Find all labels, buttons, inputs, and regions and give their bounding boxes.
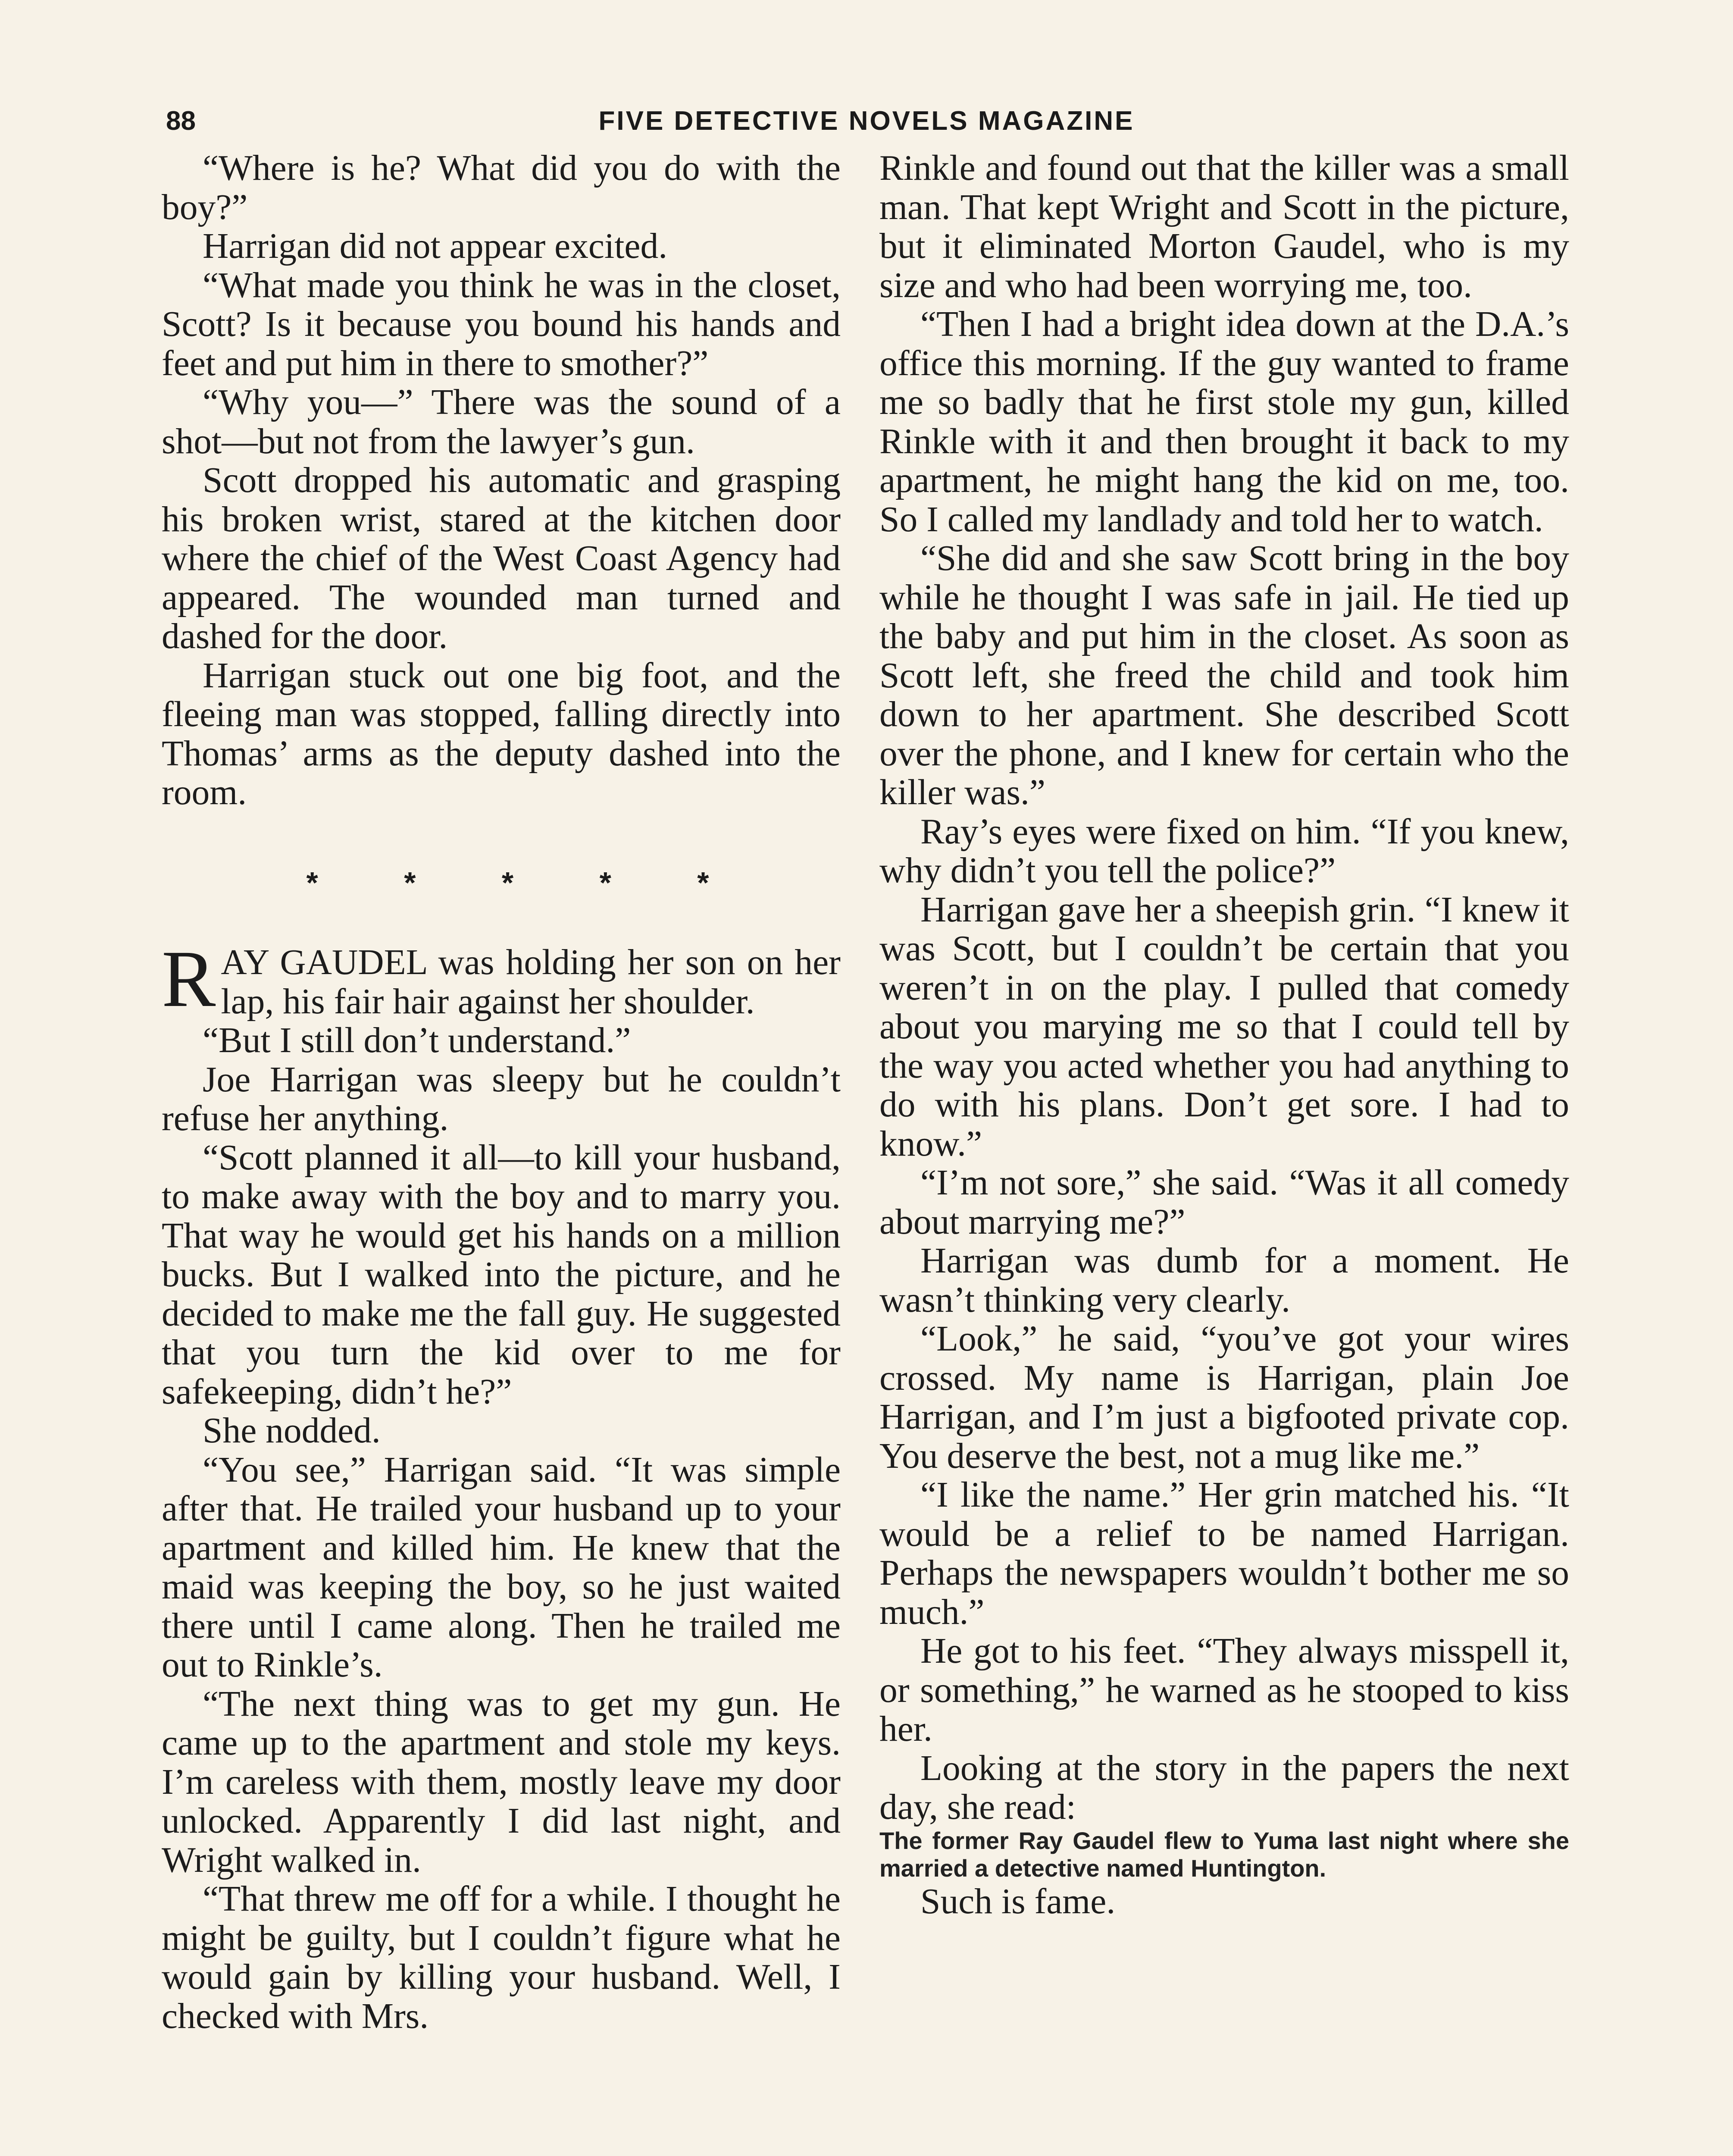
- left-column: [162, 149, 841, 2036]
- paragraph: Joe Harrigan was sleepy but he couldn’t refuse her anything.: [162, 1059, 841, 1138]
- paragraph: Harrigan stuck out one big foot, and the fleeing man was stopped, falling directly into Thomas’ arms as the deputy dashed into the room.: [162, 655, 841, 812]
- continued-paragraph: Rinkle and found out that the killer was a small man. That kept Wright and Scott in the picture, but it eliminated Morton Gaudel, who is my size and who had been worrying me, too.: [879, 148, 1569, 305]
- section-break: * * * * *: [306, 865, 748, 899]
- right-column: [879, 149, 1569, 1921]
- paragraph: “She did and she saw Scott bring in the boy while he thought I was safe in jail. He tied up the baby and put him in the closet. As soon as Scott left, she freed the child and took him down to her apartment. She described Scott over the phone, and I knew for certain who the killer was.”: [879, 539, 1569, 812]
- page-header: [166, 106, 1567, 144]
- magazine-title: FIVE DETECTIVE NOVELS MAGAZINE: [598, 106, 1135, 136]
- paragraph: “The next thing was to get my gun. He came up to the apartment and stole my keys. I’m careless with them, mostly leave my door unlocked. Apparently I did last night, and Wright walked in.: [162, 1684, 841, 1880]
- paragraph: “Then I had a bright idea down at the D.A.’s office this morning. If the guy wanted to frame me so badly that he first stole my gun, killed Rinkle with it and then brought it back to my apartment, he might hang the kid on me, too. So I called my landlady and told her to watch.: [879, 304, 1569, 539]
- drop-cap: R: [162, 934, 216, 1024]
- page-number: 88: [166, 106, 196, 136]
- paragraph: “I’m not sore,” she said. “Was it all comedy about marrying me?”: [879, 1163, 1569, 1242]
- dropcap-paragraph-text: AY GAUDEL was holding her son on her lap, his fair hair against her shoulder.: [221, 943, 841, 1022]
- paragraph: Ray’s eyes were fixed on him. “If you knew, why didn’t you tell the police?”: [879, 812, 1569, 890]
- paragraph: Harrigan gave her a sheepish grin. “I knew it was Scott, but I couldn’t be certain that you weren’t in on the play. I pulled that comedy about you marying me so that I could tell by the way you acted whether you had anything to do with his plans. Don’t get sore. I had to know.”: [879, 890, 1569, 1164]
- paragraph: Scott dropped his automatic and grasping his broken wrist, stared at the kitchen door where the chief of the West Coast Agency had appeared. The wounded man turned and dashed for the door.: [162, 461, 841, 656]
- paragraph: “What made you think he was in the closet, Scott? Is it because you bound his hands and feet and put him in there to smother?”: [162, 265, 841, 383]
- closing-line: Such is fame.: [920, 1881, 1116, 1921]
- paragraph: Harrigan was dumb for a moment. He wasn’t thinking very clearly.: [879, 1241, 1569, 1320]
- paragraph: “But I still don’t understand.”: [203, 1021, 631, 1060]
- dropcap-paragraph: [162, 934, 841, 1024]
- paragraph: “That threw me off for a while. I thought he might be guilty, but I couldn’t figure what he would gain by killing your husband. Well, I checked with Mrs.: [162, 1879, 841, 2036]
- newspaper-clipping: The former Ray Gaudel flew to Yuma last night where she married a detective named Huntington.: [879, 1827, 1569, 1882]
- paragraph: Harrigan did not appear excited.: [203, 226, 668, 266]
- paragraph: “Where is he? What did you do with the boy?”: [162, 148, 841, 227]
- paragraph: “Scott planned it all—to kill your husband, to make away with the boy and to marry you. That way he would get his hands on a million bucks. But I walked into the picture, and he decided to make me the fall guy. He suggested that you turn the kid over to me for safekeeping, didn’t he?”: [162, 1138, 841, 1412]
- paragraph: “I like the name.” Her grin matched his. “It would be a relief to be named Harrigan. Perhaps the newspapers wouldn’t bother me so much.”: [879, 1475, 1569, 1632]
- paragraph: He got to his feet. “They always misspell it, or something,” he warned as he stooped to kiss her.: [879, 1631, 1569, 1749]
- paragraph: “Why you—” There was the sound of a shot—but not from the lawyer’s gun.: [162, 382, 841, 461]
- paragraph: Looking at the story in the papers the next day, she read:: [879, 1748, 1569, 1827]
- paragraph: “Look,” he said, “you’ve got your wires crossed. My name is Harrigan, plain Joe Harrigan, and I’m just a bigfooted private cop. You deserve the best, not a mug like me.”: [879, 1319, 1569, 1476]
- paragraph: She nodded.: [203, 1411, 381, 1451]
- paragraph: “You see,” Harrigan said. “It was simple after that. He trailed your husband up to your apartment and killed him. He knew that the maid was keeping the boy, so he just waited there until I came along. Then he trailed me out to Rinkle’s.: [162, 1450, 841, 1685]
